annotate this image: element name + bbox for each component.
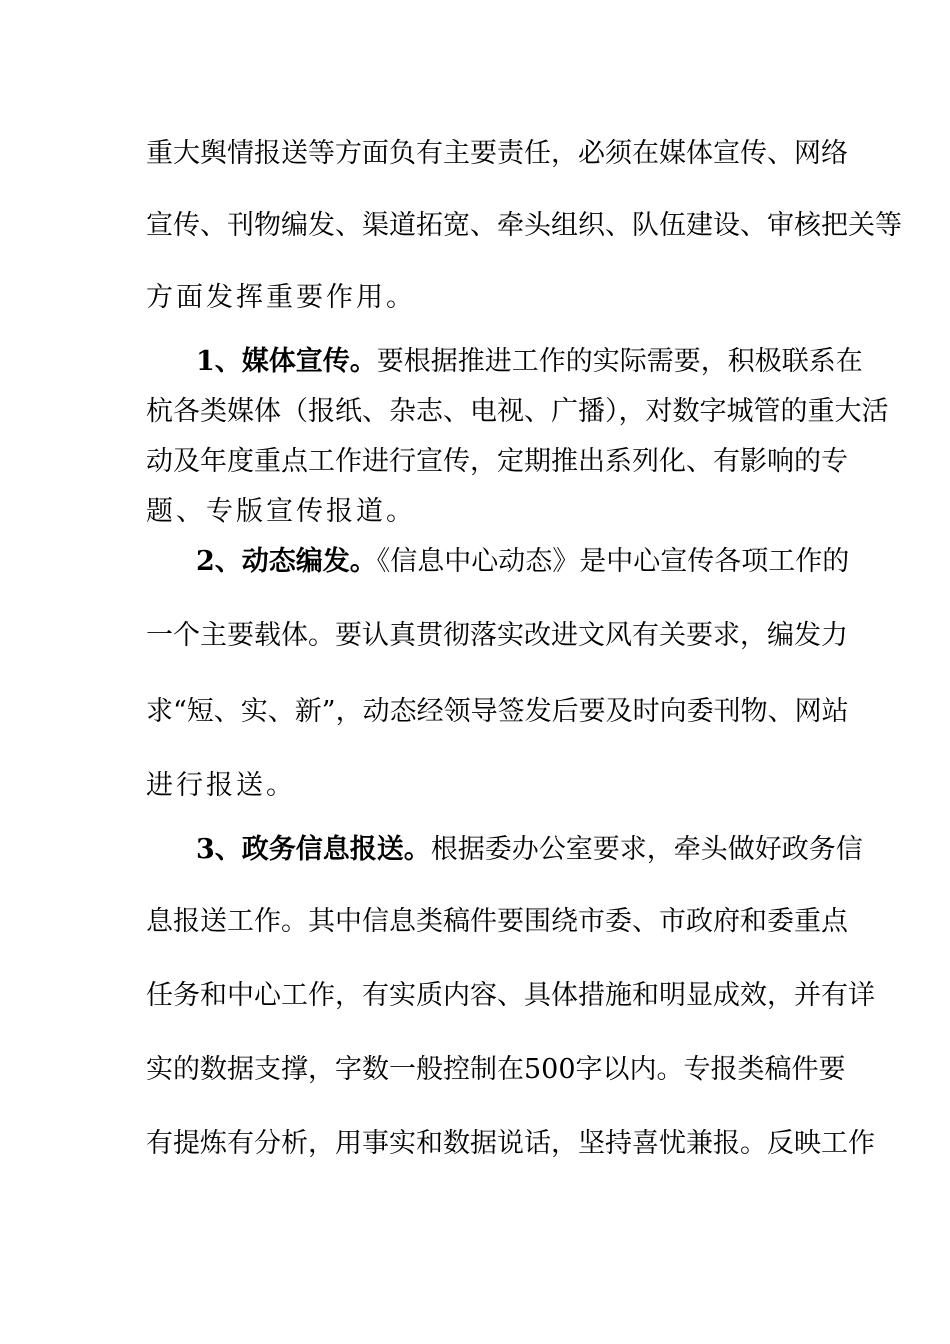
section2-line-3: 求“短、实、新”，动态经领导签发后要及时向委刊物、网站 (146, 696, 849, 727)
section2-heading: 2、动态编发。 (196, 546, 377, 577)
section3-line-1 (196, 832, 863, 868)
section3-line-1-text: 根据委办公室要求，牵头做好政务信 (430, 834, 863, 865)
section1-line-1 (196, 344, 863, 380)
section3-heading: 3、政务信息报送。 (196, 834, 431, 865)
section3-line-3: 任务和中心工作，有实质内容、具体措施和明显成效，并有详 (146, 980, 875, 1011)
section3-line-5: 有提炼有分析，用事实和数据说话，坚持喜忧兼报。反映工作 (146, 1128, 875, 1159)
intro-line-3: 方面发挥重要作用。 (146, 282, 416, 313)
intro-line-1: 重大舆情报送等方面负有主要责任，必须在媒体宣传、网络 (146, 138, 848, 169)
intro-line-2: 宣传、刊物编发、渠道拓宽、牵头组织、队伍建设、审核把关等 (146, 210, 902, 241)
section2-line-1 (196, 544, 850, 580)
section1-line-3: 动及年度重点工作进行宣传，定期推出系列化、有影响的专 (146, 446, 848, 477)
section3-line-4: 实的数据支撑，字数一般控制在500字以内。专报类稿件要 (146, 1054, 846, 1085)
section1-line-2: 杭各类媒体（报纸、杂志、电视、广播），对数字城管的重大活 (146, 396, 889, 427)
section2-line-2: 一个主要载体。要认真贯彻落实改进文风有关要求，编发力 (146, 620, 848, 651)
section2-line-1-text: 《信息中心动态》是中心宣传各项工作的 (376, 546, 850, 577)
section1-heading: 1、媒体宣传。 (196, 346, 377, 377)
section1-line-4: 题、专版宣传报道。 (146, 496, 416, 527)
section3-line-2: 息报送工作。其中信息类稿件要围绕市委、市政府和委重点 (146, 906, 848, 937)
section2-line-4: 进行报送。 (146, 770, 296, 801)
section1-line-1-text: 要根据推进工作的实际需要，积极联系在 (376, 346, 863, 377)
